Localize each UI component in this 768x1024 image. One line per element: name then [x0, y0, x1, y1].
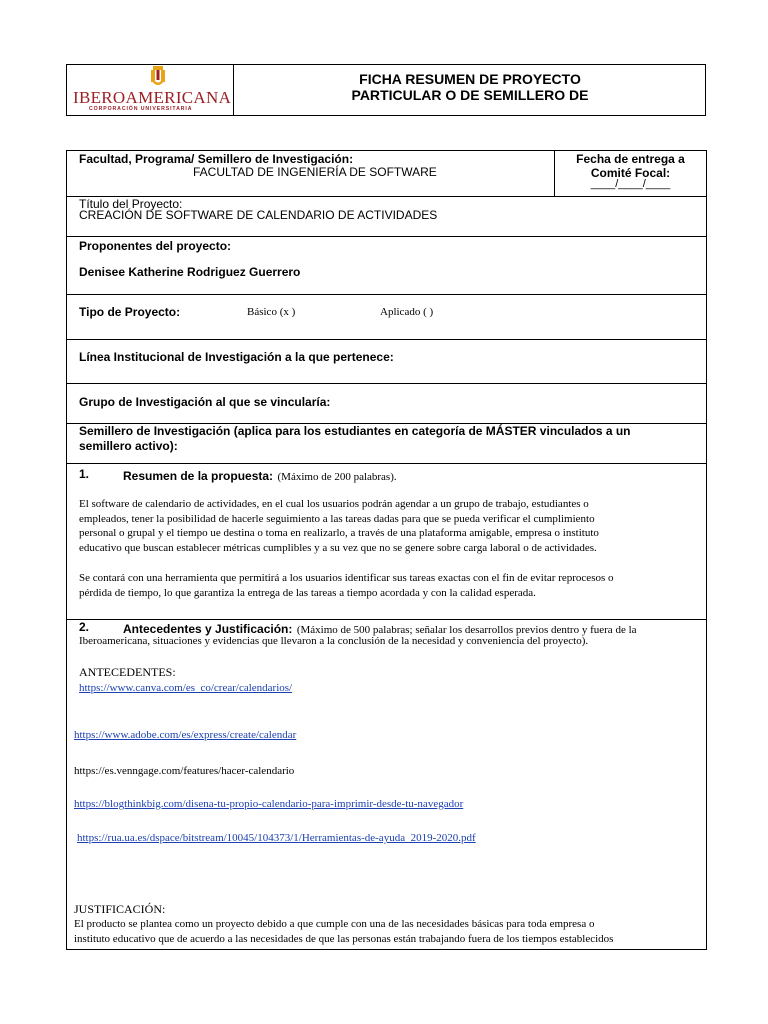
justification-title: JUSTIFICACIÓN:: [74, 902, 166, 916]
option-applied[interactable]: Aplicado ( ): [380, 306, 434, 318]
summary-p1-line: empleados, tener la posibilidad de hacerle seguimiento a las tareas dadas para que se pueda verificar el cumplimiento: [79, 512, 595, 525]
institutional-line-row: [67, 340, 706, 384]
link-adobe[interactable]: https://www.adobe.com/es/express/create/calendar: [74, 729, 297, 741]
summary-p2-line: pérdida de tiempo, lo que garantiza la entrega de las tareas a tiempo acordada y con la calidad esperada.: [79, 586, 536, 599]
logo: [67, 65, 234, 115]
option-basic[interactable]: Básico (x ): [247, 306, 296, 318]
summary-heading-line: [123, 467, 397, 485]
justification-line: instituto educativo que de acuerdo a las necesidades de que las personas están trabajando fuera de los tiempos establecidos: [74, 932, 614, 945]
summary-row: [67, 464, 706, 620]
summary-note: (Máximo de 200 palabras).: [277, 471, 397, 483]
delivery-date-label-line-2: Comité Focal:: [590, 166, 671, 180]
seedbed-row: [67, 424, 706, 464]
faculty-row: [67, 151, 706, 197]
project-title-value: CREACIÓN DE SOFTWARE DE CALENDARIO DE ACTIVIDADES: [79, 208, 438, 222]
summary-paragraph-2: [79, 571, 614, 600]
research-group-label: Grupo de Investigación al que se vincularía:: [79, 395, 331, 409]
proponents-value: Denisee Katherine Rodriguez Guerrero: [79, 265, 301, 279]
delivery-date-field[interactable]: ____/____/____: [590, 178, 671, 190]
project-title-row: [67, 197, 706, 237]
document-title: [233, 71, 707, 103]
summary-p1-line: El software de calendario de actividades, en el cual los usuarios podrán agendar a un grupo de trabajo, estudiantes o: [79, 498, 589, 510]
delivery-date-label-line-1: Fecha de entrega a: [576, 152, 685, 166]
summary-paragraph-1: [79, 497, 599, 555]
summary-p1-line: educativo que buscan establecer métricas cumplibles y a su vez que no se genere sobre carga laboral o de actividades.: [79, 541, 597, 554]
logo-wordmark: IBEROAMERICANA: [73, 88, 232, 107]
background-note-continued: Iberoamericana, situaciones y evidencias que llevaron a la conclusión de la necesidad y conveniencia del proyecto).: [79, 635, 589, 647]
institutional-line-label: Línea Institucional de Investigación a la que pertenece:: [79, 350, 394, 364]
summary-p1-line: personal o grupal y el tiempo ue destina o toma en realizarlo, a través de una plataforma amigable, empresa o instituto: [79, 527, 599, 540]
seedbed-label: [79, 424, 631, 454]
link-blogthinkbig[interactable]: https://blogthinkbig.com/disena-tu-propio-calendario-para-imprimir-desde-tu-navegador: [74, 798, 464, 810]
seedbed-label-line-2: semillero activo):: [79, 439, 178, 453]
link-rua-ua[interactable]: https://rua.ua.es/dspace/bitstream/10045/104373/1/Herramientas-de-ayuda_2019-2020.pdf: [77, 832, 476, 844]
faculty-value: FACULTAD DE INGENIERÍA DE SOFTWARE: [193, 165, 437, 179]
project-type-row: [67, 295, 706, 340]
delivery-date-label: [555, 152, 706, 180]
link-canva[interactable]: https://www.canva.com/es_co/crear/calendarios/: [79, 682, 293, 694]
project-type-label: Tipo de Proyecto:: [79, 305, 181, 319]
document-header: [66, 64, 706, 116]
proponents-row: [67, 237, 706, 295]
background-number: 2.: [79, 620, 90, 634]
project-form: [66, 150, 707, 950]
background-note: (Máximo de 500 palabras; señalar los desarrollos previos dentro y fuera de la: [296, 624, 637, 636]
seedbed-label-line-1: Semillero de Investigación (aplica para los estudiantes en categoría de MÁSTER vinculados a un: [79, 424, 631, 438]
background-heading: Antecedentes y Justificación:: [123, 622, 293, 636]
summary-heading: Resumen de la propuesta:: [123, 469, 274, 483]
link-venngage[interactable]: https://es.venngage.com/features/hacer-calendario: [74, 765, 295, 777]
title-line-2: PARTICULAR O DE SEMILLERO DE: [351, 87, 589, 103]
university-emblem-icon: [144, 66, 172, 88]
antecedents-title: ANTECEDENTES:: [79, 665, 176, 679]
background-row: [67, 620, 706, 949]
proponents-label: Proponentes del proyecto:: [79, 239, 232, 253]
research-group-row: [67, 384, 706, 424]
justification-line: El producto se plantea como un proyecto debido a que cumple con una de las necesidades básicas para toda empresa o: [74, 918, 595, 930]
logo-subtitle: CORPORACIÓN UNIVERSITARIA: [89, 106, 193, 112]
justification-text: [74, 917, 613, 946]
faculty-label: Facultad, Programa/ Semillero de Investigación:: [79, 152, 354, 166]
project-title-label: Título del Proyecto:: [79, 197, 183, 211]
summary-number: 1.: [79, 467, 90, 481]
summary-p2-line: Se contará con una herramienta que permitirá a los usuarios identificar sus tareas exactas con el fin de evitar reprocesos o: [79, 572, 614, 584]
title-line-1: FICHA RESUMEN DE PROYECTO: [359, 71, 581, 87]
